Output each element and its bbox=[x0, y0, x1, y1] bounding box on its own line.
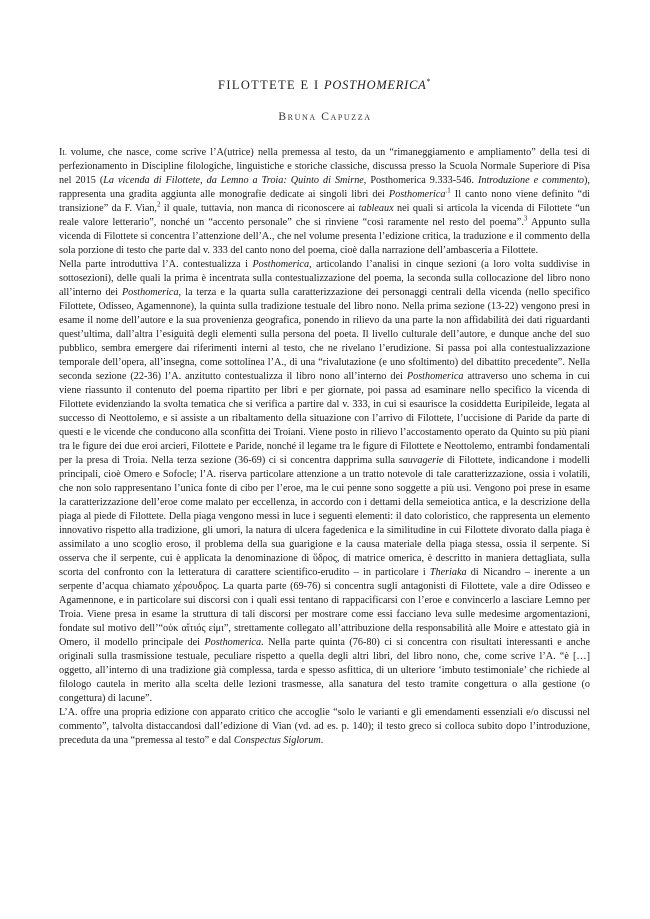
text-run: Introduzione e commento bbox=[477, 175, 585, 186]
text-run: , la terza e la quarta sulla caratterizzazione dei personaggi centrali della vicenda (nello specifico Filottete, Odisseo, Agamennone), la quinta sulla tradizione testuale del libro nono. Nella prima sezione (13-22) vengono presi in esame il nome dell’autore e la sua provenienza geografica, ponendo in rilievo da una parte la non affidabilità dei dati riguardanti quest’ultima, dall’altra l’esiguità degli elementi sulla persona del poeta. Il livello culturale dell’autore, e dunque anche del suo pubblico, sembra emergere dai riferimenti interni al testo, che ne rivelano l’erudizione. Si passa poi alla contestualizzazione temporale dell’opera, all’insegna, come sottolinea l’A., di una “rivalutazione (e uno sfoltimento) del dibattito precedente”. Nella seconda sezione (22-36) l’A. anzitutto contestualizza il libro nono all’interno dei bbox=[59, 287, 590, 382]
text-run: nei quali si articola la vicenda di Filottete “un reale valore letterario”, nonché un “accento personale” che si rinviene “così raramente nel resto del poema”. bbox=[59, 203, 590, 228]
text-run: Appunto sulla vicenda di Filottete si concentra l’attenzione dell’A., che nel volume presenta l’edizione critica, la traduzione e il commento della sola porzione di testo che parte dal v. 333 del canto nono del poema, cioè dalla narrazione dell’ambasceria a Filottete. bbox=[59, 217, 590, 256]
text-run: . Nella parte quinta (76-80) ci si concentra con risultati interessanti e anche originali sulla trasmissione testuale, peculiare rispetto a quella degli altri libri, del libro nono, che, come scrive l’A. “è […] oggetto, all’interno di una tradizione già complessa, tarda e spesso asfittica, di un ulteriore ‘imbuto testimoniale’ che richiede al filologo cautela in merito alla scelta delle lezioni trasmesse, alla sanatura del testo tramite congettura o alla gestione (o congettura) di lacune”. bbox=[59, 637, 590, 704]
text-run: di Nicandro – inerente a un serpente d’acqua chiamato χέρσυδρος. La quarta parte (69-76) si concentra sugli antagonisti di Filottete, vale a dire Odisseo e Agamennone, e in particolare sui discorsi con i quali essi tentano di rappacificarsi con l’eroe e convincerlo a lasciare Lemno per Troia. Viene presa in esame la struttura di tali discorsi per mostrare come essi facciano leva sulle medesime argomentazioni, fondate sul motivo dell’“οὐκ αἴτιός εἰμι”, strettamente collegato all’attribuzione della responsabilità alle Moire e attestato già in Omero, il modello principale dei bbox=[59, 567, 590, 648]
text-run: ), rappresenta una gradita aggiunta alle monografie dedicate ai singoli libri dei bbox=[59, 175, 590, 200]
text-run: tableaux bbox=[358, 203, 394, 214]
text-run: Posthomerica 9.333-546. bbox=[366, 175, 478, 186]
title-prefix: FILOTTETE E I bbox=[218, 78, 325, 92]
text-run: Posthomerica bbox=[204, 637, 262, 648]
article-author: Bruna Capuzza bbox=[278, 111, 372, 123]
title-footnote-mark: * bbox=[426, 76, 432, 86]
text-run: Posthomerica bbox=[252, 259, 310, 270]
title-italic: POSTHOMERICA bbox=[324, 78, 427, 92]
text-run: il quale, tuttavia, non manca di riconoscere ai bbox=[160, 203, 359, 214]
text-run: . bbox=[320, 735, 324, 746]
article-title bbox=[0, 78, 650, 93]
footnote-ref: .1 bbox=[445, 186, 451, 195]
text-run: di Filottete, indicandone i modelli principali, cioè Omero e Sofocle; l’A. riserva particolare attenzione a un tratto notevole di tale caratterizzazione, ossia i volatili, che non solo rappresentano l’unica fonte di cibo per l’eroe, ma le cui penne sono soggette a più usi. Vengono poi prese in esame la caratterizzazione dell’eroe come malato per eccellenza, in accordo con i dettami della semeiotica antica, e la descrizione della piaga al piede di Filottete. Della piaga vengono messi in luce i seguenti elementi: il dato coloristico, che rappresenta un elemento innovativo rispetto alla tradizione, gli umori, la natura di ulcera fagedenica e la similitudine in cui Filottete divorato dalla piaga è assimilato a uno scoglio eroso, il problema della sua guarigione e la causa materiale della piaga stessa, ossia il serpente. Si osserva che il serpente, cui è applicata la denominazione di ὕδρος, di matrice omerica, è descritto in maniera dettagliata, sulla scorta del confronto con la letteratura di carattere scientifico-erudito – in particolare i bbox=[59, 455, 590, 578]
text-run: Il canto nono viene definito “di transizione” da F. Vian, bbox=[59, 189, 590, 214]
text-run: Nella parte introduttiva l’A. contestualizza i bbox=[59, 259, 253, 270]
text-run: , articolando l’analisi in cinque sezioni (a loro volta suddivise in sottosezioni), delle quali la prima è incentrata sulla contestualizzazione del poema, la seconda sulla collocazione del libro nono all’interno dei bbox=[59, 259, 590, 298]
text-run: Posthomerica bbox=[388, 189, 446, 200]
text-run: L’A. offre una propria edizione con apparato critico che accoglie “solo le varianti e gli emendamenti essenziali e/o discussi nel commento”, talvolta distaccandosi dall’edizione di Vian (vd. ad es. p. 140); il testo greco si colloca subito dopo l’introduzione, preceduta da una “premessa al testo” e dal bbox=[59, 707, 590, 746]
text-run: Il bbox=[59, 147, 67, 158]
body-paragraph bbox=[59, 146, 590, 258]
text-run: attraverso uno schema in cui viene riassunto il contenuto del poema ripartito per libri e per giornate, poi passa ad esaminare nello specifico la vicenda di Filottete evidenziando la svolta tematica che si verifica a partire dal v. 333, in cui si esaurisce la cosiddetta Euripileide, legata al successo di Neottolemo, e si assiste a un ribaltamento della situazione con l’arrivo di Filottete, l’uccisione di Paride da parte di questi e le vicende che conducono alla sconfitta dei Troiani. Viene posto in rilievo l’accostamento operato da Quinto su più piani tra le figure dei due eroi arcieri, Filottete e Paride, nonché il legame tra le figure di Filottete e Neottolemo, entrambi fondamentali per la presa di Troia. Nella terza sezione (36-69) ci si concentra dapprima sulla bbox=[59, 371, 590, 466]
text-run: Posthomerica bbox=[121, 287, 179, 298]
text-run: Theriaka bbox=[429, 567, 467, 578]
footnote-ref: 2 bbox=[156, 200, 161, 209]
body-paragraph bbox=[59, 706, 590, 748]
footnote-ref: 3 bbox=[523, 214, 528, 223]
body-paragraph bbox=[59, 258, 590, 706]
text-run: La vicenda di Filottete, da Lemno a Troia: Quinto di Smirne, bbox=[103, 175, 367, 186]
article-body bbox=[59, 146, 590, 748]
text-run: Conspectus Siglorum bbox=[233, 735, 321, 746]
text-run: volume, che nasce, come scrive l’A(utrice) nella premessa al testo, da un “rimaneggiamento e ampliamento” della tesi di perfezionamento in Discipline filologiche, linguistiche e storiche classiche, discussa presso la Scuola Normale Superiore di Pisa nel 2015 ( bbox=[59, 147, 590, 186]
text-run: Posthomerica bbox=[406, 371, 464, 382]
text-run: sauvagerie bbox=[398, 455, 444, 466]
